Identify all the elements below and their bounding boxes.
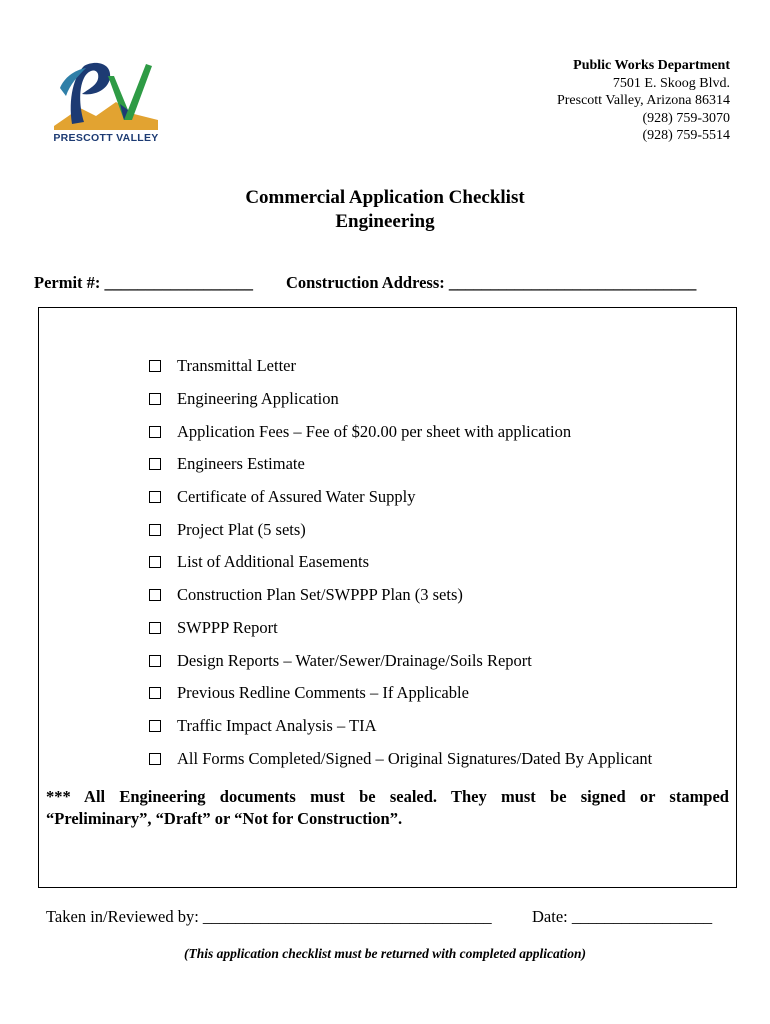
checklist-item-label: SWPPP Report — [177, 617, 278, 637]
checklist-item — [149, 710, 652, 743]
permit-number-field[interactable]: Permit #: __________________ — [34, 273, 254, 292]
checkbox[interactable] — [149, 753, 161, 765]
checklist — [149, 350, 652, 775]
checkbox[interactable] — [149, 720, 161, 732]
street-address: 7501 E. Skoog Blvd. — [612, 75, 730, 91]
checklist-item — [149, 579, 652, 612]
sealed-documents-note-continued: “Preliminary”, “Draft” or “Not for Construction”. — [46, 809, 403, 828]
checkbox[interactable] — [149, 687, 161, 699]
checklist-item — [149, 644, 652, 677]
checkbox[interactable] — [149, 589, 161, 601]
checklist-item-label: All Forms Completed/Signed – Original Signatures/Dated By Applicant — [177, 748, 653, 768]
document-title: Commercial Application Checklist — [245, 187, 525, 208]
checkbox[interactable] — [149, 524, 161, 536]
checklist-item-label: Application Fees – Fee of $20.00 per sheet with application — [177, 421, 572, 441]
checklist-item-label: Engineers Estimate — [177, 454, 305, 474]
checklist-item — [149, 383, 652, 416]
checklist-item-label: Engineering Application — [177, 389, 339, 409]
reviewed-by-field[interactable]: Taken in/Reviewed by: ___________________________________ — [46, 907, 492, 926]
pv-logo-mark — [50, 58, 162, 134]
construction-address-field[interactable]: Construction Address: ______________________________ — [286, 273, 697, 292]
checklist-item — [149, 350, 652, 383]
review-signoff-row — [46, 907, 713, 927]
sealed-documents-note: *** All Engineering documents must be sealed. They must be signed or stamped — [46, 787, 729, 806]
checklist-item — [149, 677, 652, 710]
checklist-item-label: Construction Plan Set/SWPPP Plan (3 sets) — [177, 585, 463, 605]
checklist-item — [149, 415, 652, 448]
checkbox[interactable] — [149, 458, 161, 470]
checklist-item-label: Traffic Impact Analysis – TIA — [177, 715, 377, 735]
prescott-valley-logo — [50, 58, 162, 150]
date-field[interactable]: Date: _________________ — [532, 907, 713, 926]
checkbox[interactable] — [149, 393, 161, 405]
phone-secondary: (928) 759-5514 — [642, 128, 730, 143]
footer-note: (This application checklist must be returned with completed application) — [183, 946, 586, 961]
checkbox[interactable] — [149, 360, 161, 372]
checklist-item-label: Project Plat (5 sets) — [177, 519, 306, 539]
checklist-item — [149, 742, 652, 775]
checklist-item-label: Certificate of Assured Water Supply — [177, 487, 416, 507]
checklist-item — [149, 546, 652, 579]
phone-primary: (928) 759-3070 — [642, 110, 730, 126]
department-name: Public Works Department — [573, 58, 730, 73]
checklist-item — [149, 612, 652, 645]
checkbox[interactable] — [149, 622, 161, 634]
city-state-zip: Prescott Valley, Arizona 86314 — [556, 93, 730, 108]
checkbox[interactable] — [149, 655, 161, 667]
checklist-item-label: Design Reports – Water/Sewer/Drainage/Soils Report — [177, 650, 532, 670]
checkbox[interactable] — [149, 556, 161, 568]
checklist-item-label: List of Additional Easements — [177, 552, 370, 572]
mountain-shape — [54, 102, 158, 130]
checklist-item-label: Previous Redline Comments – If Applicable — [177, 683, 469, 703]
document-subtitle: Engineering — [335, 211, 435, 232]
checklist-item — [149, 513, 652, 546]
checkbox[interactable] — [149, 426, 161, 438]
logo-text: PRESCOTT VALLEY — [53, 132, 159, 144]
checklist-item — [149, 481, 652, 514]
checklist-item-label: Transmittal Letter — [177, 356, 296, 376]
checkbox[interactable] — [149, 491, 161, 503]
permit-fields-row — [34, 273, 697, 293]
checklist-item — [149, 448, 652, 481]
department-address-block — [557, 57, 730, 145]
